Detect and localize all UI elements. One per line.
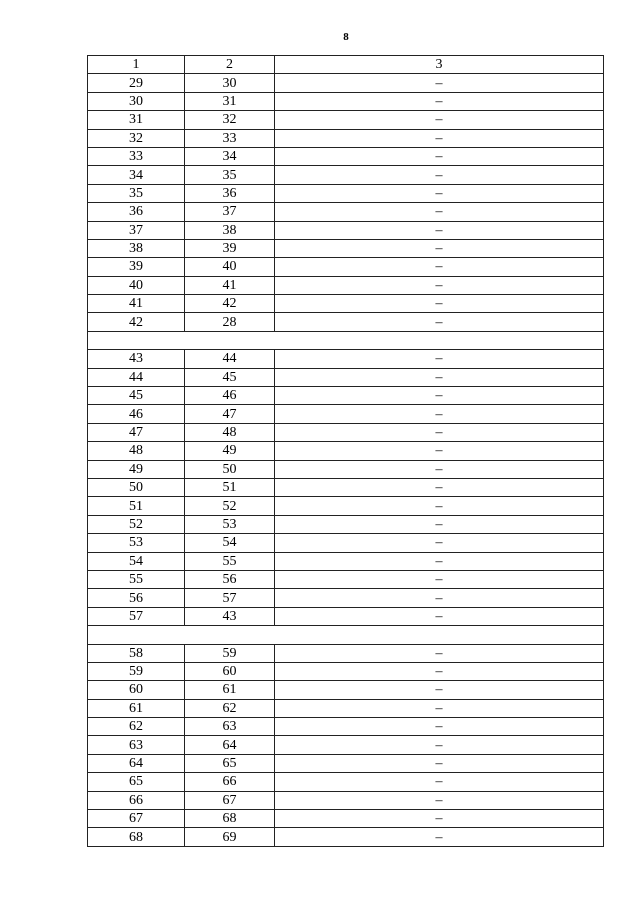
table-cell-col1: 42 (88, 313, 185, 331)
header-cell-2: 2 (185, 56, 275, 74)
table-cell-col2: 48 (185, 423, 275, 441)
table-cell-col1: 48 (88, 442, 185, 460)
table-cell-col1: 68 (88, 828, 185, 846)
table-cell-col2: 39 (185, 239, 275, 257)
table-cell-col1: 32 (88, 129, 185, 147)
table-row (88, 350, 604, 368)
table-cell-col3: – (275, 129, 604, 147)
table-cell-col2: 55 (185, 552, 275, 570)
section-separator-row (88, 626, 604, 644)
table-cell-col3: – (275, 791, 604, 809)
table-cell-col2: 42 (185, 295, 275, 313)
table-row (88, 423, 604, 441)
table-cell-col3: – (275, 368, 604, 386)
table-cell-col1: 33 (88, 147, 185, 165)
table-cell-col2: 65 (185, 754, 275, 772)
page-number: 8 (343, 31, 349, 43)
table-row (88, 810, 604, 828)
table-row (88, 497, 604, 515)
table-row (88, 791, 604, 809)
table-cell-col3: – (275, 754, 604, 772)
table-cell-col2: 57 (185, 589, 275, 607)
table-cell-col1: 61 (88, 699, 185, 717)
table-row (88, 111, 604, 129)
table-cell-col2: 34 (185, 147, 275, 165)
table-row (88, 239, 604, 257)
table-cell-col2: 28 (185, 313, 275, 331)
table-cell-col3: – (275, 662, 604, 680)
table-cell-col3: – (275, 607, 604, 625)
table-cell-col2: 54 (185, 534, 275, 552)
table-cell-col1: 29 (88, 74, 185, 92)
table-cell-col1: 34 (88, 166, 185, 184)
table-cell-col2: 31 (185, 92, 275, 110)
table-cell-col3: – (275, 681, 604, 699)
table-cell-col1: 31 (88, 111, 185, 129)
table-cell-col2: 45 (185, 368, 275, 386)
table-cell-col2: 66 (185, 773, 275, 791)
table-cell-col3: – (275, 387, 604, 405)
table-row (88, 405, 604, 423)
table-row (88, 258, 604, 276)
table-cell-col1: 45 (88, 387, 185, 405)
table-cell-col1: 53 (88, 534, 185, 552)
table-cell-col3: – (275, 350, 604, 368)
table-cell-col3: – (275, 295, 604, 313)
table-cell-col1: 39 (88, 258, 185, 276)
table-cell-col3: – (275, 828, 604, 846)
table-cell-col2: 60 (185, 662, 275, 680)
table-cell-col2: 63 (185, 718, 275, 736)
table-cell-col2: 35 (185, 166, 275, 184)
table-cell-col1: 60 (88, 681, 185, 699)
table-row (88, 387, 604, 405)
table-cell-col3: – (275, 589, 604, 607)
table-cell-col1: 47 (88, 423, 185, 441)
table-cell-col2: 37 (185, 203, 275, 221)
table-cell-col3: – (275, 810, 604, 828)
table-cell-col1: 41 (88, 295, 185, 313)
table-cell-col1: 54 (88, 552, 185, 570)
table-cell-col2: 30 (185, 74, 275, 92)
table-cell-col1: 66 (88, 791, 185, 809)
table-cell-col3: – (275, 442, 604, 460)
table-row (88, 589, 604, 607)
table-cell-col2: 44 (185, 350, 275, 368)
table-cell-col1: 59 (88, 662, 185, 680)
table-cell-col3: – (275, 184, 604, 202)
table-cell-col1: 30 (88, 92, 185, 110)
table-cell-col1: 40 (88, 276, 185, 294)
header-cell-3: 3 (275, 56, 604, 74)
table-cell-col3: – (275, 166, 604, 184)
table-cell-col3: – (275, 718, 604, 736)
table-row (88, 166, 604, 184)
table-cell-col3: – (275, 258, 604, 276)
table-row (88, 313, 604, 331)
table-row (88, 203, 604, 221)
table-cell-col3: – (275, 92, 604, 110)
table-cell-col1: 62 (88, 718, 185, 736)
table-cell-col1: 55 (88, 570, 185, 588)
table-cell-col2: 51 (185, 478, 275, 496)
table-cell-col2: 64 (185, 736, 275, 754)
table-cell-col1: 52 (88, 515, 185, 533)
table-row (88, 460, 604, 478)
table-cell-col3: – (275, 405, 604, 423)
table-row (88, 184, 604, 202)
table-body (88, 56, 604, 847)
table-cell-col3: – (275, 736, 604, 754)
table-cell-col3: – (275, 276, 604, 294)
table-row (88, 828, 604, 846)
table-row (88, 754, 604, 772)
table-cell-col1: 51 (88, 497, 185, 515)
table-row (88, 552, 604, 570)
table-cell-col1: 67 (88, 810, 185, 828)
table-cell-col2: 53 (185, 515, 275, 533)
table-cell-col1: 35 (88, 184, 185, 202)
table-cell-col3: – (275, 460, 604, 478)
table-row (88, 718, 604, 736)
table-row (88, 295, 604, 313)
table-cell-col3: – (275, 313, 604, 331)
table-cell-col3: – (275, 773, 604, 791)
table-row (88, 368, 604, 386)
table-cell-col3: – (275, 423, 604, 441)
table-cell-col2: 38 (185, 221, 275, 239)
table-cell-col1: 37 (88, 221, 185, 239)
table-cell-col2: 36 (185, 184, 275, 202)
table-row (88, 644, 604, 662)
table-row (88, 276, 604, 294)
table-cell-col2: 56 (185, 570, 275, 588)
table-row (88, 534, 604, 552)
table-row (88, 442, 604, 460)
table-cell-col2: 40 (185, 258, 275, 276)
table-cell-col1: 64 (88, 754, 185, 772)
section-separator-row (88, 331, 604, 349)
table-cell-col3: – (275, 74, 604, 92)
table-cell-col3: – (275, 534, 604, 552)
table-cell-col2: 50 (185, 460, 275, 478)
table-row (88, 662, 604, 680)
section-separator-cell (88, 331, 604, 349)
table-row (88, 478, 604, 496)
table-cell-col1: 57 (88, 607, 185, 625)
table-cell-col2: 47 (185, 405, 275, 423)
table-cell-col2: 41 (185, 276, 275, 294)
table-cell-col2: 49 (185, 442, 275, 460)
table-cell-col2: 59 (185, 644, 275, 662)
table-cell-col2: 69 (185, 828, 275, 846)
table-row (88, 147, 604, 165)
table-row (88, 129, 604, 147)
table-cell-col3: – (275, 699, 604, 717)
table-cell-col3: – (275, 515, 604, 533)
table-row (88, 773, 604, 791)
table-row (88, 92, 604, 110)
table-cell-col2: 43 (185, 607, 275, 625)
table-cell-col1: 43 (88, 350, 185, 368)
table-cell-col2: 52 (185, 497, 275, 515)
table-cell-col1: 56 (88, 589, 185, 607)
table-cell-col2: 32 (185, 111, 275, 129)
table-cell-col3: – (275, 570, 604, 588)
table-cell-col2: 62 (185, 699, 275, 717)
section-separator-cell (88, 626, 604, 644)
table-cell-col1: 49 (88, 460, 185, 478)
table-cell-col1: 46 (88, 405, 185, 423)
table-cell-col3: – (275, 221, 604, 239)
header-cell-1: 1 (88, 56, 185, 74)
table-cell-col3: – (275, 644, 604, 662)
table-cell-col3: – (275, 147, 604, 165)
table-row (88, 681, 604, 699)
table-cell-col3: – (275, 111, 604, 129)
table-cell-col1: 50 (88, 478, 185, 496)
table-cell-col2: 61 (185, 681, 275, 699)
table-cell-col2: 67 (185, 791, 275, 809)
table-cell-col2: 46 (185, 387, 275, 405)
table-row (88, 570, 604, 588)
table-row (88, 74, 604, 92)
data-table (87, 55, 604, 847)
table-cell-col1: 63 (88, 736, 185, 754)
table-cell-col1: 58 (88, 644, 185, 662)
table-header-row (88, 56, 604, 74)
table-row (88, 699, 604, 717)
table-cell-col1: 44 (88, 368, 185, 386)
table-cell-col1: 65 (88, 773, 185, 791)
table-cell-col3: – (275, 497, 604, 515)
table-row (88, 221, 604, 239)
table-cell-col3: – (275, 552, 604, 570)
table-cell-col1: 36 (88, 203, 185, 221)
table-cell-col2: 33 (185, 129, 275, 147)
table-row (88, 515, 604, 533)
table-cell-col3: – (275, 478, 604, 496)
table-cell-col1: 38 (88, 239, 185, 257)
table-cell-col2: 68 (185, 810, 275, 828)
table-row (88, 736, 604, 754)
table-row (88, 607, 604, 625)
table-cell-col3: – (275, 239, 604, 257)
table-cell-col3: – (275, 203, 604, 221)
